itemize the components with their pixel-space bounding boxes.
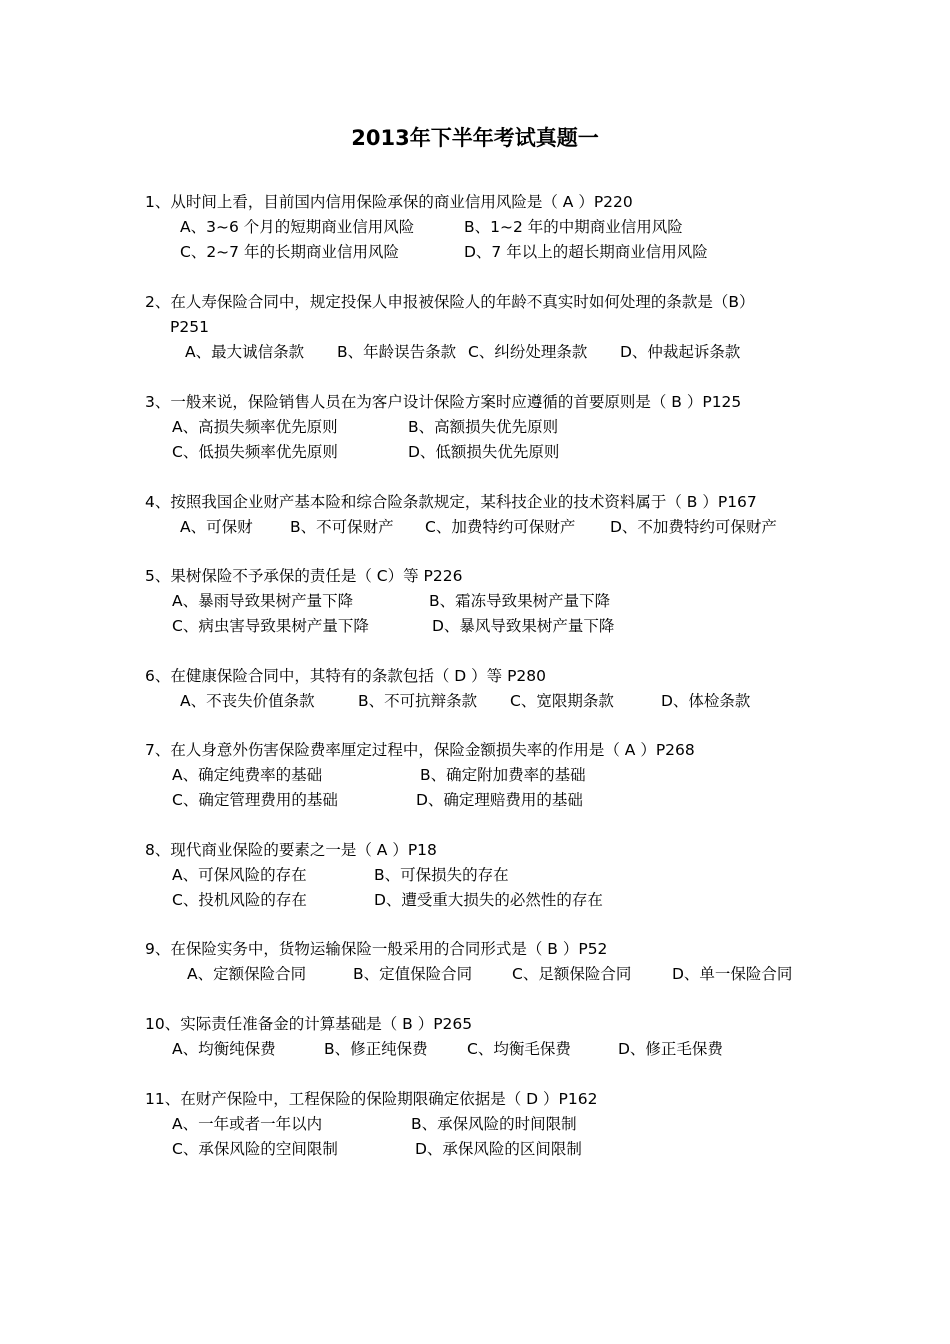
option-c: C、足额保险合同: [512, 965, 632, 983]
question-stem: 2、在人寿保险合同中，规定投保人申报被保险人的年龄不真实时如何处理的条款是（B）: [145, 293, 755, 311]
question-stem: 3、一般来说，保险销售人员在为客户设计保险方案时应遵循的首要原则是（ B ）P125: [145, 393, 742, 411]
option-d: D、低额损失优先原则: [408, 443, 560, 461]
option-a: A、一年或者一年以内: [172, 1115, 323, 1133]
option-a: A、最大诚信条款: [185, 343, 305, 361]
question-2: [145, 290, 810, 365]
option-d: D、遭受重大损失的必然性的存在: [374, 891, 603, 909]
option-b: B、修正纯保费: [324, 1040, 428, 1058]
question-stem: 6、在健康保险合同中，其特有的条款包括（ D ）等 P280: [145, 667, 547, 685]
option-b: B、定值保险合同: [353, 965, 473, 983]
question-5: [145, 564, 810, 639]
option-c: C、均衡毛保费: [467, 1040, 571, 1058]
option-a: A、均衡纯保费: [172, 1040, 276, 1058]
option-d: D、不加费特约可保财产: [610, 518, 777, 536]
option-d: D、暴风导致果树产量下降: [432, 617, 615, 635]
option-b: B、高额损失优先原则: [408, 418, 559, 436]
option-a: A、3~6 个月的短期商业信用风险: [180, 218, 415, 236]
option-d: D、仲裁起诉条款: [620, 343, 741, 361]
question-3: [145, 390, 810, 465]
option-b: B、可保损失的存在: [374, 866, 509, 884]
option-c: C、病虫害导致果树产量下降: [172, 617, 369, 635]
question-stem: 9、在保险实务中，货物运输保险一般采用的合同形式是（ B ）P52: [145, 940, 608, 958]
option-a: A、可保风险的存在: [172, 866, 307, 884]
option-d: D、修正毛保费: [618, 1040, 723, 1058]
question-stem: 5、果树保险不予承保的责任是（ C）等 P226: [145, 567, 463, 585]
option-c: C、纠纷处理条款: [468, 343, 588, 361]
option-a: A、可保财: [180, 518, 253, 536]
question-stem: 4、按照我国企业财产基本险和综合险条款规定，某科技企业的技术资料属于（ B ）P167: [145, 493, 757, 511]
option-b: B、1~2 年的中期商业信用风险: [464, 218, 683, 236]
option-a: A、确定纯费率的基础: [172, 766, 323, 784]
question-4: [145, 490, 810, 540]
option-a: A、高损失频率优先原则: [172, 418, 338, 436]
question-9: [145, 937, 810, 987]
question-7: [145, 738, 810, 813]
option-d: D、确定理赔费用的基础: [416, 791, 583, 809]
option-b: B、年龄误告条款: [337, 343, 457, 361]
question-stem: 10、实际责任准备金的计算基础是（ B ）P265: [145, 1015, 473, 1033]
option-c: C、加费特约可保财产: [425, 518, 576, 536]
option-b: B、确定附加费率的基础: [420, 766, 586, 784]
option-a: A、定额保险合同: [187, 965, 307, 983]
question-stem-continuation: P251: [170, 318, 209, 336]
question-stem: 7、在人身意外伤害保险费率厘定过程中，保险金额损失率的作用是（ A ）P268: [145, 741, 695, 759]
question-stem: 11、在财产保险中，工程保险的保险期限确定依据是（ D ）P162: [145, 1090, 598, 1108]
option-c: C、2~7 年的长期商业信用风险: [180, 243, 399, 261]
question-11: [145, 1087, 810, 1162]
option-a: A、暴雨导致果树产量下降: [172, 592, 354, 610]
option-c: C、承保风险的空间限制: [172, 1140, 338, 1158]
question-1: [145, 190, 810, 265]
option-c: C、低损失频率优先原则: [172, 443, 338, 461]
option-c: C、确定管理费用的基础: [172, 791, 338, 809]
option-d: D、7 年以上的超长期商业信用风险: [464, 243, 708, 261]
question-stem: 1、从时间上看，目前国内信用保险承保的商业信用风险是（ A ）P220: [145, 193, 633, 211]
option-b: B、不可保财产: [290, 518, 394, 536]
option-d: D、承保风险的区间限制: [415, 1140, 582, 1158]
option-b: B、不可抗辩条款: [358, 692, 478, 710]
question-8: [145, 838, 810, 913]
question-stem: 8、现代商业保险的要素之一是（ A ）P18: [145, 841, 437, 859]
option-d: D、单一保险合同: [672, 965, 793, 983]
option-b: B、霜冻导致果树产量下降: [429, 592, 611, 610]
option-d: D、体检条款: [661, 692, 751, 710]
option-c: C、宽限期条款: [510, 692, 614, 710]
option-c: C、投机风险的存在: [172, 891, 307, 909]
option-a: A、不丧失价值条款: [180, 692, 315, 710]
page-title: 2013年下半年考试真题一: [351, 126, 599, 150]
question-6: [145, 664, 810, 714]
question-10: [145, 1012, 810, 1062]
option-b: B、承保风险的时间限制: [411, 1115, 577, 1133]
